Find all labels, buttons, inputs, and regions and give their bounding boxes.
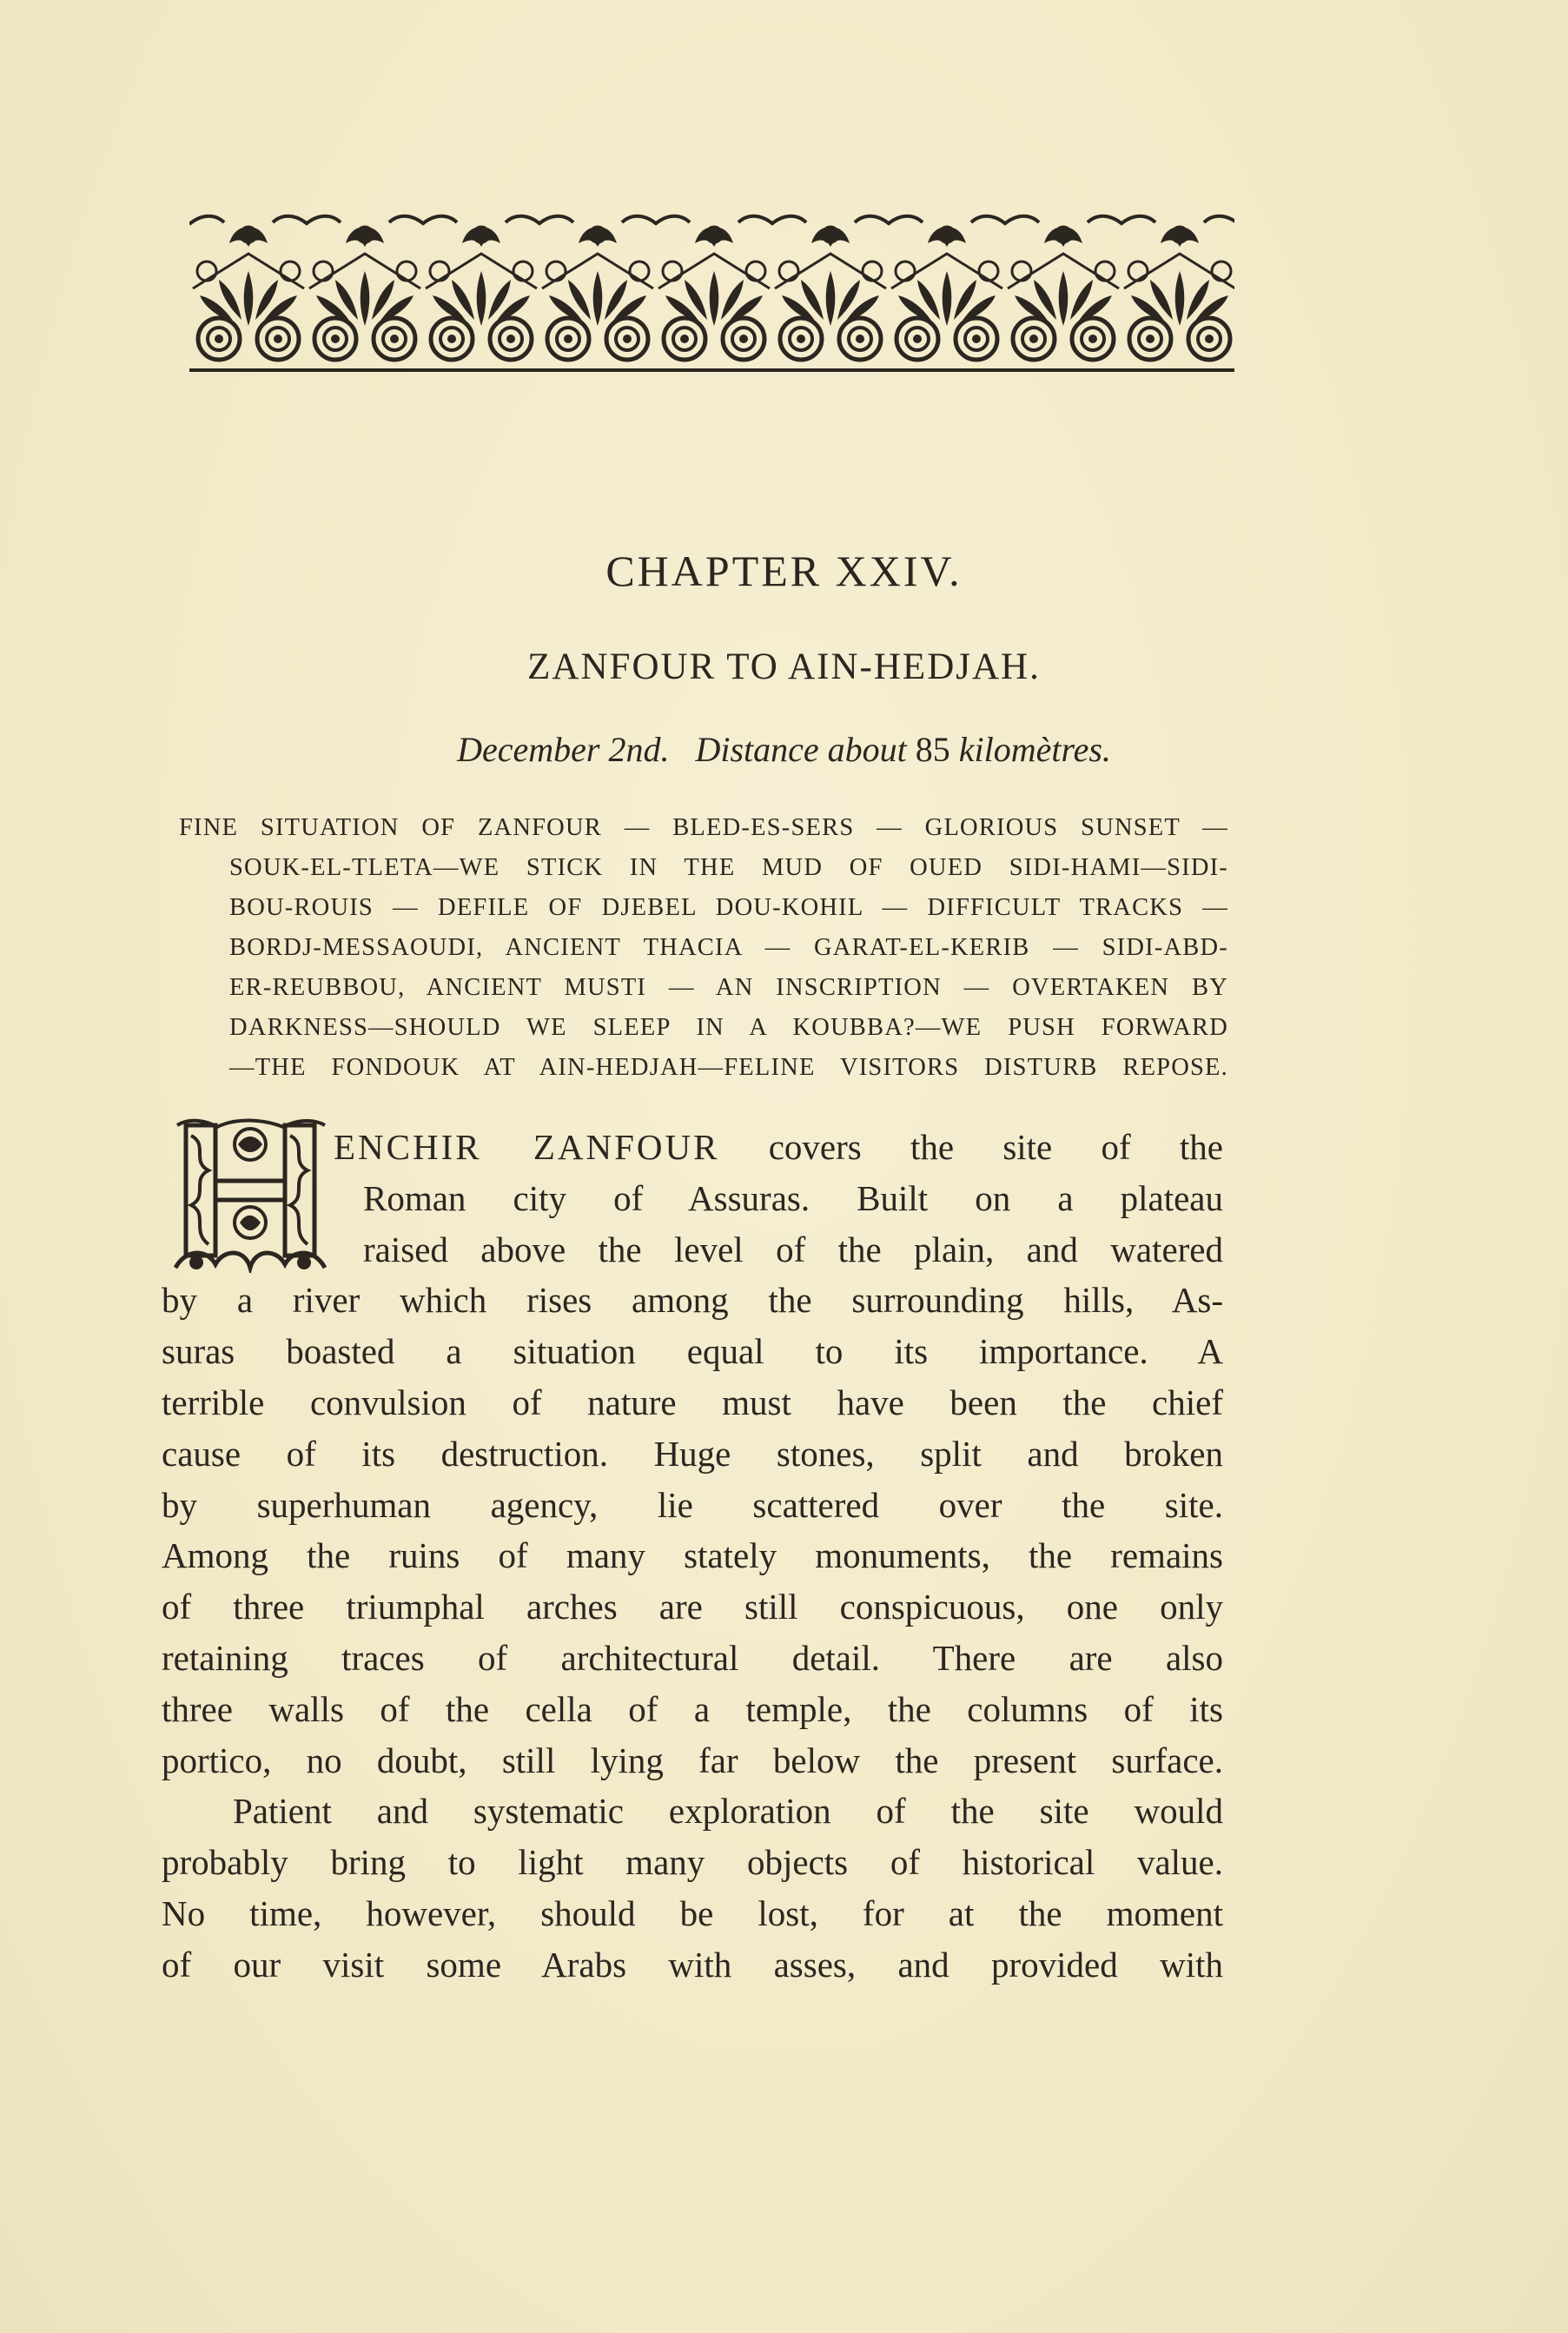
body-line bbox=[162, 1122, 1223, 1173]
lead-rest: covers the site of the bbox=[768, 1127, 1223, 1167]
summary-line: DARKNESS—SHOULD WE SLEEP IN A KOUBBA?—WE PUSH FORWARD bbox=[229, 1014, 1228, 1041]
dateline-date: December 2nd. bbox=[457, 730, 670, 769]
dateline-number: 85 bbox=[915, 730, 950, 769]
anthemion-frieze-icon bbox=[189, 209, 1234, 375]
chapter-subtitle: ZANFOUR TO AIN-HEDJAH. bbox=[527, 646, 1041, 687]
dateline-distance-label: Distance about bbox=[695, 730, 907, 769]
summary-line: FINE SITUATION OF ZANFOUR — BLED-ES-SERS — GLORIOUS SUNSET — bbox=[179, 814, 1228, 841]
body-line: terrible convulsion of nature must have been the chief bbox=[162, 1382, 1223, 1422]
lead-caps: ENCHIR ZANFOUR bbox=[334, 1127, 720, 1167]
dateline-unit: kilomètres. bbox=[958, 730, 1111, 769]
chapter-dateline bbox=[0, 725, 1568, 775]
chapter-title: CHAPTER XXIV. bbox=[605, 547, 963, 595]
body-line: three walls of the cella of a temple, the columns of its bbox=[162, 1688, 1223, 1729]
summary-line: SOUK-EL-TLETA—WE STICK IN THE MUD OF OUED SIDI-HAMI—SIDI- bbox=[229, 854, 1228, 881]
body-line: Patient and systematic exploration of the site would bbox=[233, 1791, 1223, 1832]
body-line: of three triumphal arches are still conspicuous, one only bbox=[162, 1587, 1223, 1627]
body-line: of our visit some Arabs with asses, and provided with bbox=[162, 1944, 1223, 1985]
body-line: Roman city of Assuras. Built on a plateau bbox=[363, 1177, 1223, 1218]
summary-line: BOU-ROUIS — DEFILE OF DJEBEL DOU-KOHIL — DIFFICULT TRACKS — bbox=[229, 894, 1228, 921]
body-line: probably bring to light many objects of historical value. bbox=[162, 1842, 1223, 1883]
body-line: raised above the level of the plain, and watered bbox=[363, 1229, 1223, 1269]
chapter-summary bbox=[179, 808, 1228, 1088]
body-line: cause of its destruction. Huge stones, split and broken bbox=[162, 1433, 1223, 1474]
body-line: suras boasted a situation equal to its importance. A bbox=[162, 1331, 1223, 1372]
summary-line: ER-REUBBOU, ANCIENT MUSTI — AN INSCRIPTION — OVERTAKEN BY bbox=[229, 974, 1228, 1001]
body-line: portico, no doubt, still lying far below the present surface. bbox=[162, 1740, 1223, 1780]
body-line: No time, however, should be lost, for at the moment bbox=[162, 1892, 1223, 1933]
summary-line: BORDJ-MESSAOUDI, ANCIENT THACIA — GARAT-EL-KERIB — SIDI-ABD- bbox=[229, 934, 1228, 961]
body-line: by superhuman agency, lie scattered over the site. bbox=[162, 1484, 1223, 1525]
body-paragraphs bbox=[162, 1122, 1223, 1991]
body-line: retaining traces of architectural detail. There are also bbox=[162, 1637, 1223, 1678]
body-line: Among the ruins of many stately monuments, the remains bbox=[162, 1535, 1223, 1576]
summary-line: —THE FONDOUK AT AIN-HEDJAH—FELINE VISITORS DISTURB REPOSE. bbox=[229, 1054, 1228, 1081]
body-line: by a river which rises among the surrounding hills, As- bbox=[162, 1280, 1223, 1321]
